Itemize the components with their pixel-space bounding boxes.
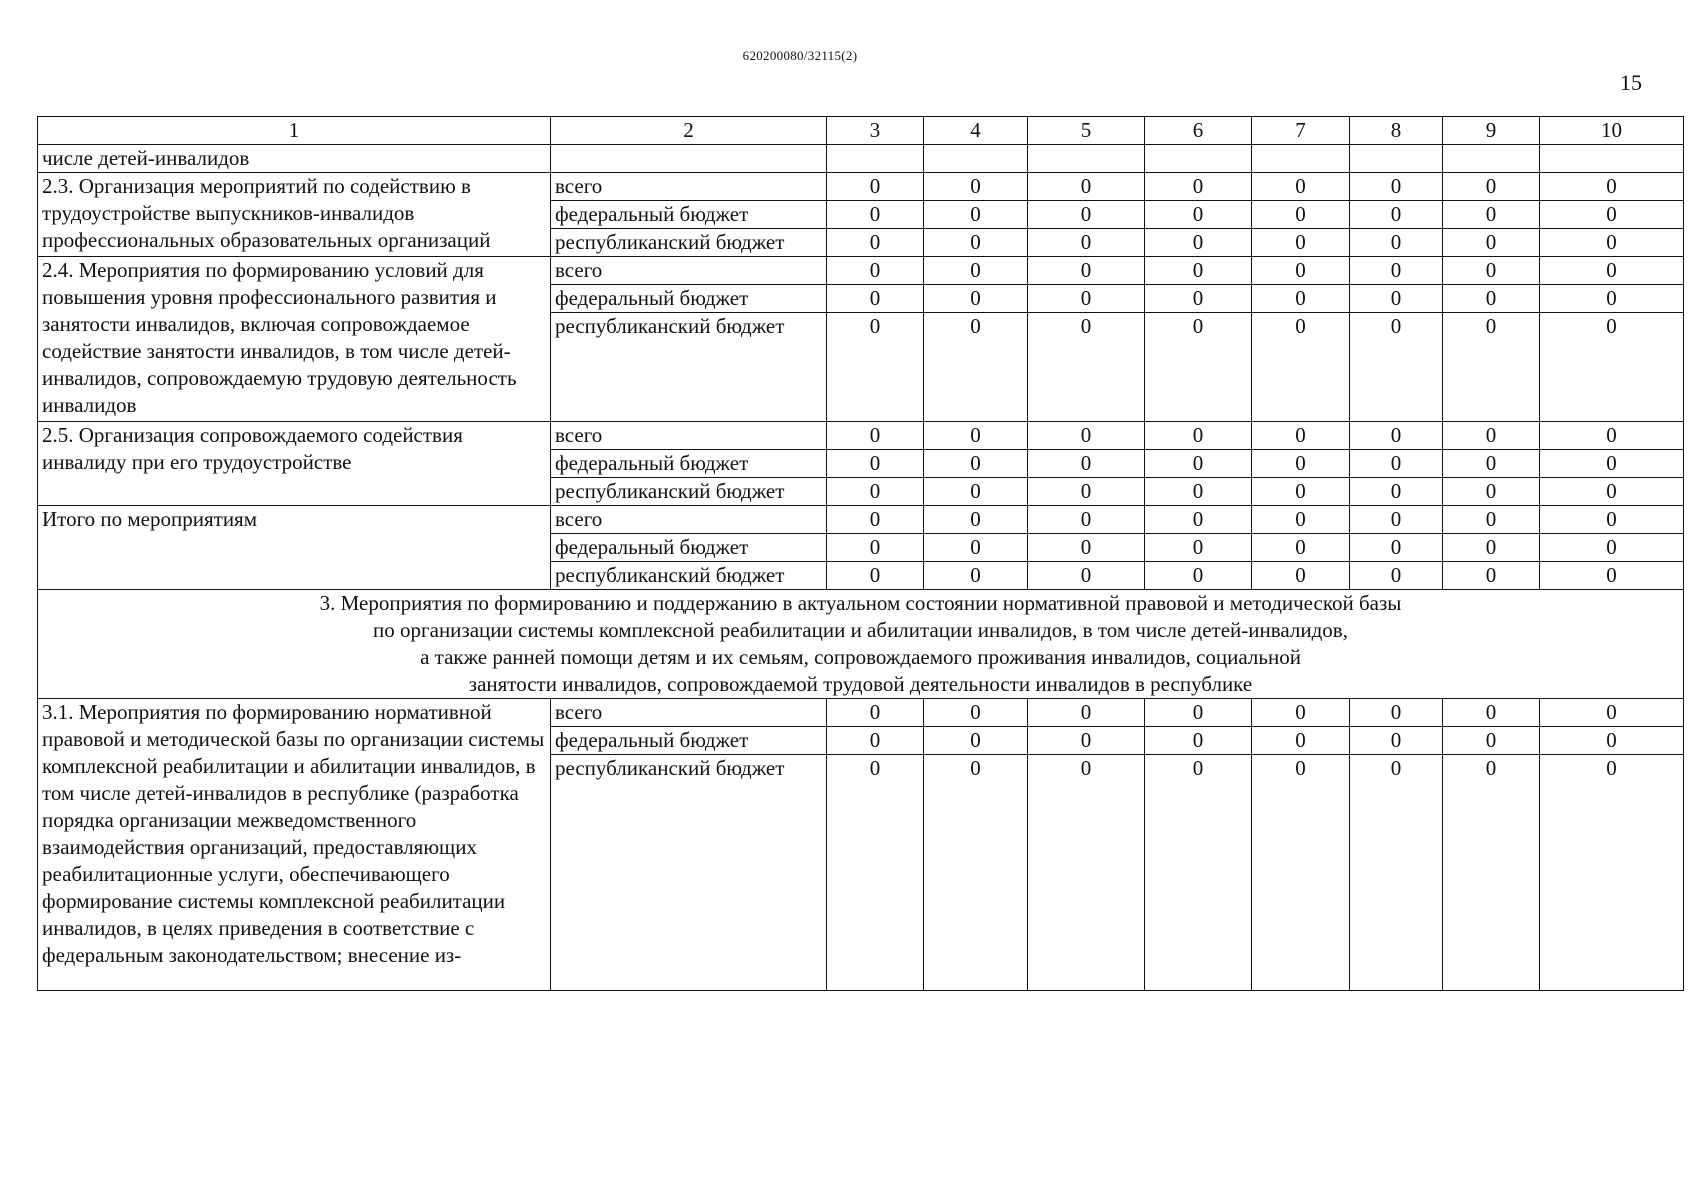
row-description: 2.5. Организация сопровождаемого содействия инвалиду при его трудоустройстве (38, 422, 551, 506)
value-cell: 0 (1350, 229, 1443, 257)
value-cell: 0 (1252, 506, 1350, 534)
column-header: 3 (827, 117, 924, 145)
value-cell: 0 (1252, 450, 1350, 478)
row-description: числе детей-инвалидов (38, 145, 551, 173)
value-cell: 0 (1540, 229, 1684, 257)
funding-source: всего (551, 257, 827, 285)
value-cell: 0 (1443, 229, 1540, 257)
value-cell: 0 (1028, 422, 1145, 450)
value-cell: 0 (1540, 422, 1684, 450)
value-cell: 0 (1540, 257, 1684, 285)
section-heading-row (38, 590, 1684, 699)
value-cell: 0 (1252, 534, 1350, 562)
column-header: 2 (551, 117, 827, 145)
value-cell: 0 (1145, 201, 1252, 229)
value-cell: 0 (1145, 534, 1252, 562)
value-cell: 0 (1350, 257, 1443, 285)
value-cell: 0 (827, 173, 924, 201)
document-code: 620200080/32115(2) (742, 48, 858, 63)
column-header: 10 (1540, 117, 1684, 145)
column-header: 6 (1145, 117, 1252, 145)
value-cell: 0 (1252, 229, 1350, 257)
value-cell: 0 (827, 727, 924, 755)
value-cell: 0 (1443, 562, 1540, 590)
value-cell: 0 (1145, 313, 1252, 422)
value-cell: 0 (1350, 562, 1443, 590)
empty-cell (1540, 145, 1684, 173)
value-cell: 0 (1252, 699, 1350, 727)
table-row (38, 257, 1684, 285)
value-cell: 0 (1540, 755, 1684, 991)
value-cell: 0 (1028, 173, 1145, 201)
value-cell: 0 (827, 313, 924, 422)
value-cell: 0 (1252, 285, 1350, 313)
value-cell: 0 (827, 257, 924, 285)
value-cell: 0 (827, 699, 924, 727)
empty-cell (1252, 145, 1350, 173)
value-cell: 0 (1443, 534, 1540, 562)
value-cell: 0 (1443, 257, 1540, 285)
value-cell: 0 (1145, 257, 1252, 285)
empty-cell (1028, 145, 1145, 173)
value-cell: 0 (827, 201, 924, 229)
funding-source: республиканский бюджет (551, 478, 827, 506)
value-cell: 0 (1350, 478, 1443, 506)
row-description: Итого по мероприятиям (38, 506, 551, 590)
value-cell: 0 (1028, 699, 1145, 727)
value-cell: 0 (1145, 562, 1252, 590)
value-cell: 0 (1028, 534, 1145, 562)
value-cell: 0 (924, 562, 1028, 590)
empty-cell (551, 145, 827, 173)
section-heading (38, 590, 1684, 699)
value-cell: 0 (1252, 173, 1350, 201)
empty-cell (1145, 145, 1252, 173)
value-cell: 0 (1145, 450, 1252, 478)
empty-cell (1443, 145, 1540, 173)
value-cell: 0 (1350, 285, 1443, 313)
value-cell: 0 (1350, 450, 1443, 478)
value-cell: 0 (1350, 506, 1443, 534)
value-cell: 0 (1252, 422, 1350, 450)
value-cell: 0 (1350, 727, 1443, 755)
row-description: 3.1. Мероприятия по формированию нормативной правовой и методической базы по организации системы комплексной реабилитации и абилитации инвалидов, в том числе детей-инвалидов в республике (разработка порядка организации межведомственного взаимодействия организаций, предоставляющих реабилитационные услуги, обеспечивающего формирование системы комплексной реабилитации инвалидов, в целях приведения в соответствие с федеральным законодательством; внесение из- (38, 699, 551, 991)
funding-source: республиканский бюджет (551, 229, 827, 257)
funding-source: всего (551, 699, 827, 727)
section-heading-line: а также ранней помощи детям и их семьям, сопровождаемого проживания инвалидов, социальной (420, 645, 1301, 669)
value-cell: 0 (1350, 173, 1443, 201)
value-cell: 0 (827, 534, 924, 562)
value-cell: 0 (1145, 727, 1252, 755)
value-cell: 0 (1028, 478, 1145, 506)
value-cell: 0 (1028, 313, 1145, 422)
column-header: 1 (38, 117, 551, 145)
value-cell: 0 (1540, 313, 1684, 422)
value-cell: 0 (827, 478, 924, 506)
value-cell: 0 (1443, 201, 1540, 229)
value-cell: 0 (924, 257, 1028, 285)
value-cell: 0 (924, 201, 1028, 229)
value-cell: 0 (924, 699, 1028, 727)
value-cell: 0 (1028, 755, 1145, 991)
value-cell: 0 (1252, 201, 1350, 229)
value-cell: 0 (1252, 257, 1350, 285)
value-cell: 0 (827, 755, 924, 991)
column-header: 7 (1252, 117, 1350, 145)
value-cell: 0 (1028, 285, 1145, 313)
value-cell: 0 (1540, 450, 1684, 478)
funding-source: республиканский бюджет (551, 755, 827, 991)
value-cell: 0 (1443, 506, 1540, 534)
funding-source: федеральный бюджет (551, 727, 827, 755)
value-cell: 0 (924, 229, 1028, 257)
funding-source: всего (551, 506, 827, 534)
funding-source: всего (551, 173, 827, 201)
funding-source: федеральный бюджет (551, 450, 827, 478)
value-cell: 0 (1443, 422, 1540, 450)
budget-table (37, 116, 1684, 991)
value-cell: 0 (1350, 422, 1443, 450)
value-cell: 0 (1145, 229, 1252, 257)
value-cell: 0 (1252, 478, 1350, 506)
value-cell: 0 (924, 534, 1028, 562)
section-heading-line: 3. Мероприятия по формированию и поддержанию в актуальном состоянии нормативной правовой и методической базы (319, 591, 1402, 615)
column-header: 9 (1443, 117, 1540, 145)
value-cell: 0 (1350, 699, 1443, 727)
empty-cell (924, 145, 1028, 173)
value-cell: 0 (827, 506, 924, 534)
row-description: 2.3. Организация мероприятий по содействию в трудоустройстве выпускников-инвалидов профессиональных образовательных организаций (38, 173, 551, 257)
value-cell: 0 (1540, 699, 1684, 727)
table-row (38, 699, 1684, 727)
value-cell: 0 (1350, 313, 1443, 422)
column-header: 4 (924, 117, 1028, 145)
value-cell: 0 (1540, 173, 1684, 201)
value-cell: 0 (1350, 534, 1443, 562)
value-cell: 0 (1540, 201, 1684, 229)
value-cell: 0 (1028, 201, 1145, 229)
value-cell: 0 (1028, 562, 1145, 590)
value-cell: 0 (924, 755, 1028, 991)
column-header: 5 (1028, 117, 1145, 145)
value-cell: 0 (827, 285, 924, 313)
value-cell: 0 (827, 562, 924, 590)
value-cell: 0 (1540, 562, 1684, 590)
value-cell: 0 (1145, 422, 1252, 450)
value-cell: 0 (1145, 478, 1252, 506)
value-cell: 0 (924, 478, 1028, 506)
value-cell: 0 (1252, 562, 1350, 590)
funding-source: всего (551, 422, 827, 450)
value-cell: 0 (924, 422, 1028, 450)
value-cell: 0 (924, 173, 1028, 201)
section-heading-line: по организации системы комплексной реабилитации и абилитации инвалидов, в том числе детей-инвалидов, (373, 618, 1348, 642)
value-cell: 0 (1443, 450, 1540, 478)
value-cell: 0 (1443, 313, 1540, 422)
column-header: 8 (1350, 117, 1443, 145)
value-cell: 0 (1443, 727, 1540, 755)
value-cell: 0 (1540, 506, 1684, 534)
value-cell: 0 (1252, 755, 1350, 991)
value-cell: 0 (1028, 450, 1145, 478)
value-cell: 0 (827, 229, 924, 257)
value-cell: 0 (1540, 727, 1684, 755)
table-row (38, 506, 1684, 534)
value-cell: 0 (1443, 478, 1540, 506)
funding-source: федеральный бюджет (551, 534, 827, 562)
value-cell: 0 (1145, 699, 1252, 727)
continuation-row (38, 145, 1684, 173)
table-row (38, 173, 1684, 201)
value-cell: 0 (1540, 285, 1684, 313)
value-cell: 0 (1540, 478, 1684, 506)
value-cell: 0 (924, 450, 1028, 478)
value-cell: 0 (1028, 257, 1145, 285)
value-cell: 0 (924, 727, 1028, 755)
value-cell: 0 (1540, 534, 1684, 562)
empty-cell (827, 145, 924, 173)
value-cell: 0 (1443, 285, 1540, 313)
value-cell: 0 (1252, 727, 1350, 755)
funding-source: республиканский бюджет (551, 562, 827, 590)
value-cell: 0 (1028, 506, 1145, 534)
value-cell: 0 (1350, 755, 1443, 991)
value-cell: 0 (1443, 173, 1540, 201)
value-cell: 0 (924, 506, 1028, 534)
page-number: 15 (1620, 70, 1642, 95)
value-cell: 0 (1028, 727, 1145, 755)
value-cell: 0 (1145, 506, 1252, 534)
column-header-row (38, 117, 1684, 145)
row-description: 2.4. Мероприятия по формированию условий для повышения уровня профессионального развития и занятости инвалидов, включая сопровождаемое содействие занятости инвалидов, в том числе детей-инвалидов, сопровождаемую трудовую деятельность инвалидов (38, 257, 551, 422)
value-cell: 0 (827, 450, 924, 478)
value-cell: 0 (827, 422, 924, 450)
value-cell: 0 (1443, 699, 1540, 727)
value-cell: 0 (1028, 229, 1145, 257)
value-cell: 0 (1145, 285, 1252, 313)
value-cell: 0 (1350, 201, 1443, 229)
value-cell: 0 (1145, 755, 1252, 991)
funding-source: федеральный бюджет (551, 285, 827, 313)
funding-source: федеральный бюджет (551, 201, 827, 229)
value-cell: 0 (1252, 313, 1350, 422)
value-cell: 0 (924, 313, 1028, 422)
table-row (38, 422, 1684, 450)
value-cell: 0 (924, 285, 1028, 313)
value-cell: 0 (1145, 173, 1252, 201)
value-cell: 0 (1443, 755, 1540, 991)
funding-source: республиканский бюджет (551, 313, 827, 422)
section-heading-line: занятости инвалидов, сопровождаемой трудовой деятельности инвалидов в республике (468, 672, 1253, 696)
empty-cell (1350, 145, 1443, 173)
